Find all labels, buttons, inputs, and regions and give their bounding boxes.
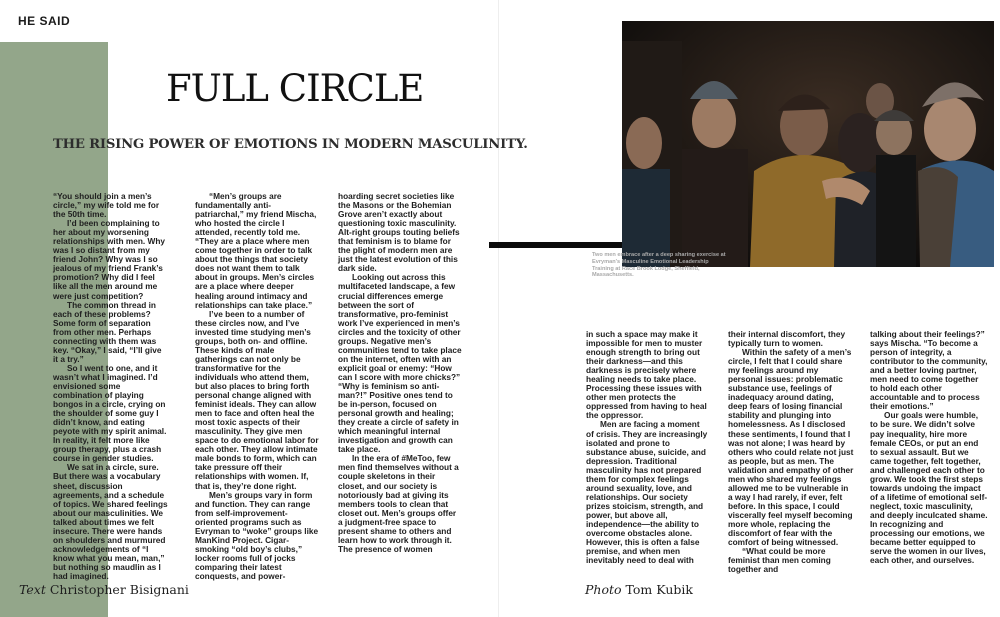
paragraph: in such a space may make it impossible for men to muster enough strength to bring out their darkness—and this darkness is precisely where healing needs to take place. Processing these issues with other men protects the oppressed from having to heal the oppressor. bbox=[586, 329, 707, 421]
paragraph: We sat in a circle, sure. But there was a vocabulary sheet, discussion agreements, and a schedule of topics. We shared feelings about our masculinities. We talked about times we felt insecure. There were hands on shoulders and murmured acknowledgements of “I know what you mean, man,” but nothing so maudlin as I had imagined. bbox=[53, 462, 168, 581]
paragraph: I’d been complaining to her about my worsening relationships with men. Why was I so distant from my friend John? Why was I so jealous of my friend Frank’s promotion? Why did I feel like all the men around me were just competition? bbox=[53, 218, 166, 301]
paragraph: Looking out across this multifaceted landscape, a few crucial differences emerge between the sort of transformative, pro-feminist work I’ve experienced in men’s circles and the toxicity of other groups. Negative men’s communities tend to take place on the internet, often with an explicit goal or enemy: “How can I score with more chicks?” “Why is feminism so anti-man?!” Positive ones tend to be in-person, focused on personal growth and healing; they create a circle of safety in which meaningful internal investigation and growth can take place. bbox=[338, 272, 462, 455]
photographer-name: Tom Kubik bbox=[625, 582, 693, 597]
paragraph: Men are facing a moment of crisis. They are increasingly isolated and prone to substance abuse, suicide, and depression. Traditional masculinity has not prepared them for complex feelings around sexuality, love, and relationships. Our society prizes stoicism, strength, and power, but above all, independence—the ability to overcome obstacles alone. However, this is often a false premise, and when men inevitably need to deal with bbox=[586, 419, 708, 566]
paragraph: talking about their feelings?” says Mischa. “To become a person of integrity, a contributor to the community, and a better loving partner, men need to come together to hold each other accountable and to process their emotions.” bbox=[870, 329, 988, 412]
paragraph: So I went to one, and it wasn’t what I imagined. I’d envisioned some combination of playing bongos in a circle, crying on the shoulder of some guy I didn’t know, and eating peyote with my spirit animal. In reality, it felt more like group therapy, plus a crash course in gender studies. bbox=[53, 362, 167, 464]
paragraph: Men’s groups vary in form and function. They can range from self-improvement-oriented programs such as Evryman to “woke” groups like ManKind Project. Cigar-smoking “old boy’s clubs,” locker rooms full of jocks comparing their latest conquests, and power- bbox=[195, 489, 319, 581]
photo-embrace-illustration bbox=[622, 21, 994, 267]
article-subtitle: THE RISING POWER OF EMOTIONS IN MODERN MASCULINITY. bbox=[53, 137, 528, 152]
paragraph: In the era of #MeToo, few men find themselves without a couple skeletons in their closet, and our society is notoriously bad at giving its members tools to clean that closet out. Men’s groups offer a judgment-free space to present shame to others and learn how to work through it. The presence of women bbox=[338, 453, 459, 554]
section-label: HE SAID bbox=[18, 14, 71, 28]
text-credit bbox=[19, 582, 189, 597]
article-photo bbox=[622, 21, 994, 267]
text-column-5 bbox=[728, 329, 854, 575]
text-column-1 bbox=[53, 191, 168, 581]
text-column-2 bbox=[195, 191, 319, 581]
photo-credit-role: Photo bbox=[585, 582, 622, 597]
caption-rule bbox=[489, 242, 622, 248]
paragraph: Within the safety of a men’s circle, I felt that I could share my feelings around my personal issues: problematic substance use, feelings of inadequacy around dating, deep fears of losing financial stability and plunging into homelessness. As I disclosed these sentiments, I found that I was not alone; I was heard by others who could relate not just as people, but as men. The validation and empathy of other men who shared my feelings allowed me to be vulnerable in a way I had rarely, if ever, felt before. In this space, I could viscerally feel myself becoming more whole, replacing the discomfort of fear with the comfort of being witnessed. bbox=[728, 347, 854, 548]
paragraph: hoarding secret societies like the Masons or the Bohemian Grove aren’t exactly about questioning toxic masculinity. Alt-right groups touting beliefs that feminism is to blame for the plight of modern men are just the latest evolution of this dark side. bbox=[338, 191, 460, 274]
text-credit-role: Text bbox=[19, 582, 46, 597]
paragraph: The common thread in each of these problems? Some form of separation from other men. Perhaps connecting with them was key. “Okay,” I said, “I’ll give it a try.” bbox=[53, 299, 162, 364]
paragraph: “What could be more feminist than men coming together and bbox=[728, 546, 831, 575]
paragraph: their internal discomfort, they typically turn to women. bbox=[728, 329, 846, 349]
page-gutter bbox=[498, 0, 499, 617]
article-title: FULL CIRCLE bbox=[166, 67, 424, 110]
paragraph: “You should join a men’s circle,” my wife told me for the 50th time. bbox=[53, 191, 160, 220]
photo-credit bbox=[585, 582, 693, 597]
paragraph: “Men’s groups are fundamentally anti-patriarchal,” my friend Mischa, who hosted the circle I attended, recently told me. “They are a place where men come together in order to talk about the things that society does not want them to talk about in groups. Men’s circles are a place where deeper healing around intimacy and relationships can take place.” bbox=[195, 191, 317, 310]
photo-caption: Two men embrace after a deep sharing exercise at Evryman's Masculine Emotional Leadership Training at Race Brook Lodge, Sheffield, Massachusetts. bbox=[592, 252, 726, 279]
paragraph: I’ve been to a number of these circles now, and I’ve invested time studying men’s groups, both on- and offline. These kinds of male gatherings can not only be transformative for the individuals who attend them, but also places to bring forth personal change aligned with feminist ideals. They can allow men to face and often heal the most toxic aspects of their masculinity. They give men space to do emotional labor for each other. They allow intimate male bonds to form, which can take pressure off their relationships with women. If, that is, they’re done right. bbox=[195, 308, 319, 491]
author-name: Christopher Bisignani bbox=[49, 582, 189, 597]
text-column-4 bbox=[586, 329, 709, 566]
text-column-6 bbox=[870, 329, 988, 566]
text-column-3 bbox=[338, 192, 463, 554]
paragraph: Our goals were humble, to be sure. We didn’t solve pay inequality, hire more female CEOs, or put an end to sexual assault. But we came together, felt together, and challenged each other to grow. We took the first steps towards undoing the impact of a lifetime of emotional self-neglect, toxic masculinity, and deeply inculcated shame. In recognizing and processing our emotions, we became better equipped to serve the women in our lives, each other, and ourselves. bbox=[870, 410, 988, 566]
